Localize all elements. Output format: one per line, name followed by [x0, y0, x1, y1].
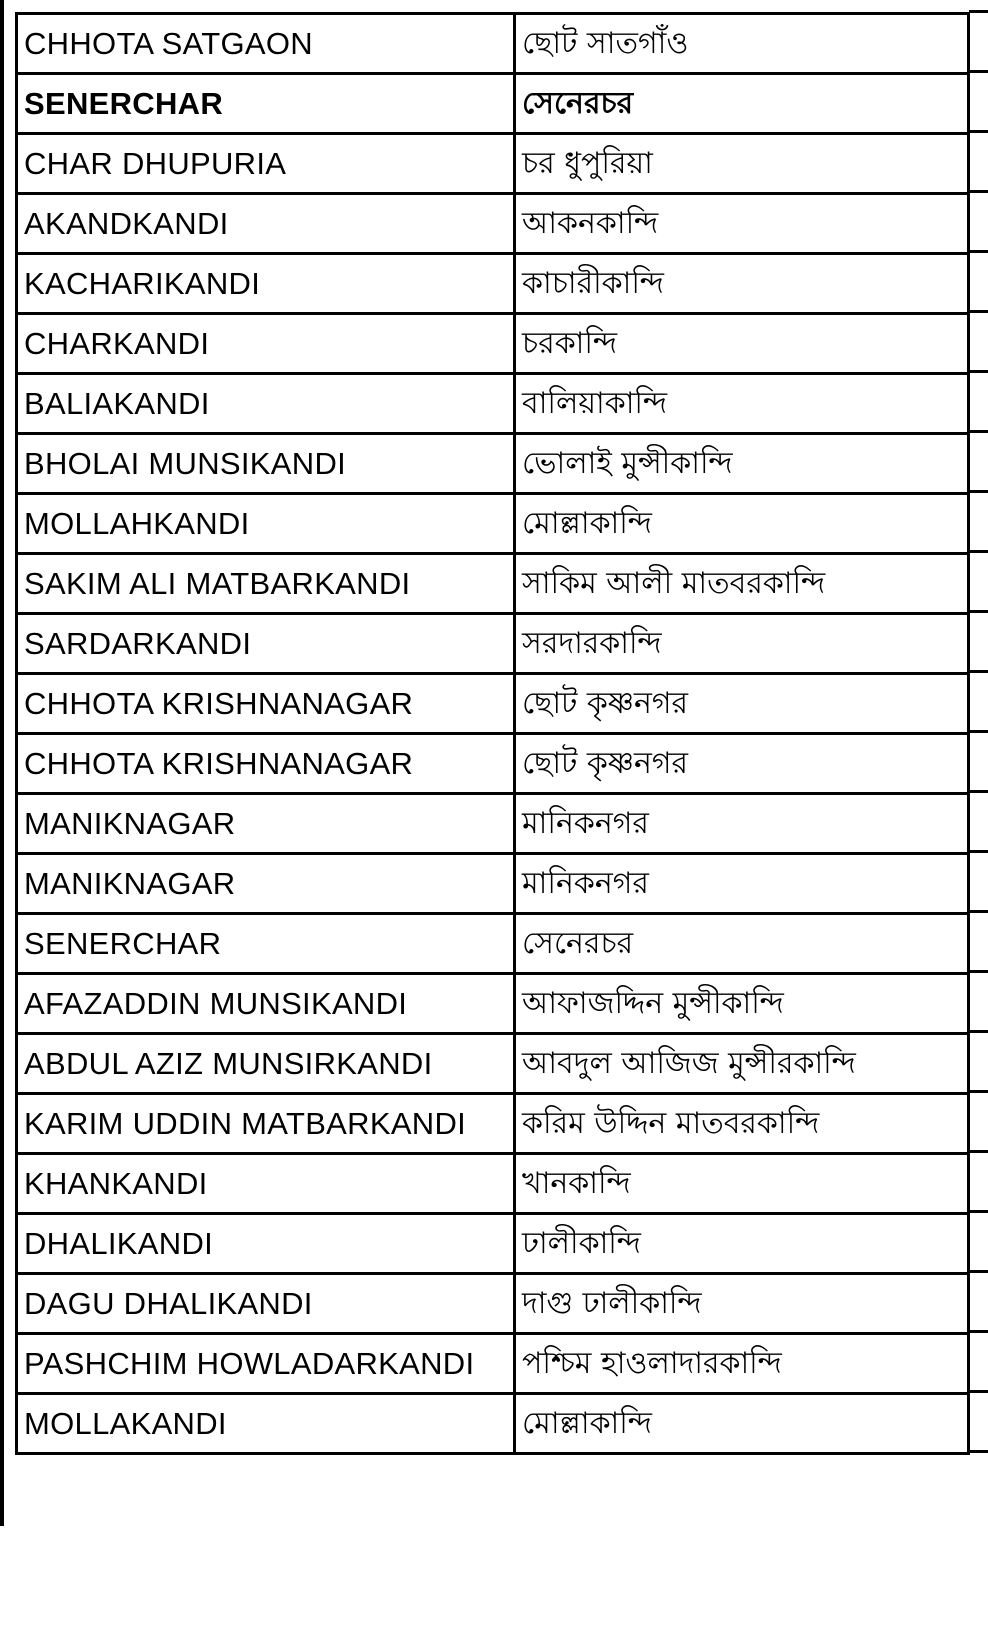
table-row	[17, 1274, 969, 1334]
table-row	[17, 1214, 969, 1274]
right-column-rule	[969, 250, 988, 253]
bengali-place-name: আবদুল আজিজ মুন্সীরকান্দি	[515, 1034, 969, 1094]
table-row	[17, 314, 969, 374]
english-place-name: SAKIM ALI MATBARKANDI	[17, 554, 515, 614]
english-place-name: AFAZADDIN MUNSIKANDI	[17, 974, 515, 1034]
english-place-name: MOLLAKANDI	[17, 1394, 515, 1454]
bengali-place-name: আফাজদ্দিন মুন্সীকান্দি	[515, 974, 969, 1034]
table-row	[17, 254, 969, 314]
right-column-rule	[969, 730, 988, 733]
english-place-name: KHANKANDI	[17, 1154, 515, 1214]
right-column-rule	[969, 1150, 988, 1153]
right-column-rule	[969, 130, 988, 133]
bengali-place-name: বালিয়াকান্দি	[515, 374, 969, 434]
table-row	[17, 494, 969, 554]
english-place-name: KARIM UDDIN MATBARKANDI	[17, 1094, 515, 1154]
table-row	[17, 194, 969, 254]
right-column-rule	[969, 70, 988, 73]
bengali-place-name: মানিকনগর	[515, 794, 969, 854]
right-partial-column	[969, 0, 988, 1526]
english-place-name: PASHCHIM HOWLADARKANDI	[17, 1334, 515, 1394]
table-row	[17, 554, 969, 614]
table-row	[17, 1094, 969, 1154]
table-row	[17, 1154, 969, 1214]
right-column-rule	[969, 10, 988, 13]
english-place-name: CHHOTA SATGAON	[17, 14, 515, 74]
table-row	[17, 614, 969, 674]
bengali-place-name: সেনেরচর	[515, 74, 969, 134]
table-row	[17, 134, 969, 194]
right-column-rule	[969, 670, 988, 673]
table-row	[17, 14, 969, 74]
right-column-rule	[969, 1450, 988, 1453]
english-place-name: MANIKNAGAR	[17, 794, 515, 854]
bengali-place-name: আকনকান্দি	[515, 194, 969, 254]
bengali-place-name: ঢালীকান্দি	[515, 1214, 969, 1274]
bengali-place-name: ভোলাই মুন্সীকান্দি	[515, 434, 969, 494]
table-row	[17, 1394, 969, 1454]
bengali-place-name: মোল্লাকান্দি	[515, 494, 969, 554]
right-column-rule	[969, 790, 988, 793]
right-column-rule	[969, 850, 988, 853]
bengali-place-name: সরদারকান্দি	[515, 614, 969, 674]
bengali-place-name: সাকিম আলী মাতবরকান্দি	[515, 554, 969, 614]
english-place-name: BHOLAI MUNSIKANDI	[17, 434, 515, 494]
english-place-name: KACHARIKANDI	[17, 254, 515, 314]
english-place-name: DAGU DHALIKANDI	[17, 1274, 515, 1334]
right-column-rule	[969, 1330, 988, 1333]
english-place-name: AKANDKANDI	[17, 194, 515, 254]
english-place-name: MANIKNAGAR	[17, 854, 515, 914]
table-row	[17, 1034, 969, 1094]
bengali-place-name: খানকান্দি	[515, 1154, 969, 1214]
english-place-name: CHHOTA KRISHNANAGAR	[17, 674, 515, 734]
bengali-place-name: চরকান্দি	[515, 314, 969, 374]
english-place-name: CHHOTA KRISHNANAGAR	[17, 734, 515, 794]
english-place-name: SARDARKANDI	[17, 614, 515, 674]
bengali-place-name: মানিকনগর	[515, 854, 969, 914]
right-column-rule	[969, 970, 988, 973]
table-row	[17, 434, 969, 494]
table-row	[17, 734, 969, 794]
right-column-rule	[969, 1030, 988, 1033]
table-row	[17, 74, 969, 134]
english-place-name: MOLLAHKANDI	[17, 494, 515, 554]
table-row	[17, 374, 969, 434]
bengali-place-name: মোল্লাকান্দি	[515, 1394, 969, 1454]
right-column-rule	[969, 370, 988, 373]
right-column-rule	[969, 1090, 988, 1093]
bengali-place-name: চর ধুপুরিয়া	[515, 134, 969, 194]
bengali-place-name: সেনেরচর	[515, 914, 969, 974]
table-row	[17, 854, 969, 914]
bengali-place-name: পশ্চিম হাওলাদারকান্দি	[515, 1334, 969, 1394]
english-place-name: DHALIKANDI	[17, 1214, 515, 1274]
right-column-rule	[969, 310, 988, 313]
table-row	[17, 794, 969, 854]
english-place-name: SENERCHAR	[17, 914, 515, 974]
bengali-place-name: ছোট কৃষ্ণনগর	[515, 674, 969, 734]
english-place-name: SENERCHAR	[17, 74, 515, 134]
right-column-rule	[969, 1270, 988, 1273]
table-row	[17, 914, 969, 974]
left-border-line	[0, 0, 4, 1526]
right-column-rule	[969, 430, 988, 433]
right-column-rule	[969, 1210, 988, 1213]
right-column-rule	[969, 490, 988, 493]
english-place-name: ABDUL AZIZ MUNSIRKANDI	[17, 1034, 515, 1094]
english-place-name: CHARKANDI	[17, 314, 515, 374]
bengali-place-name: করিম উদ্দিন মাতবরকান্দি	[515, 1094, 969, 1154]
right-column-rule	[969, 190, 988, 193]
place-names-table	[15, 12, 970, 1455]
right-column-rule	[969, 1390, 988, 1393]
table-row	[17, 674, 969, 734]
right-column-rule	[969, 550, 988, 553]
english-place-name: CHAR DHUPURIA	[17, 134, 515, 194]
table-row	[17, 974, 969, 1034]
table-row	[17, 1334, 969, 1394]
right-column-rule	[969, 910, 988, 913]
bengali-place-name: কাচারীকান্দি	[515, 254, 969, 314]
english-place-name: BALIAKANDI	[17, 374, 515, 434]
bengali-place-name: দাগু ঢালীকান্দি	[515, 1274, 969, 1334]
bengali-place-name: ছোট সাতগাঁও	[515, 14, 969, 74]
right-column-rule	[969, 610, 988, 613]
table-body	[17, 14, 969, 1454]
bengali-place-name: ছোট কৃষ্ণনগর	[515, 734, 969, 794]
